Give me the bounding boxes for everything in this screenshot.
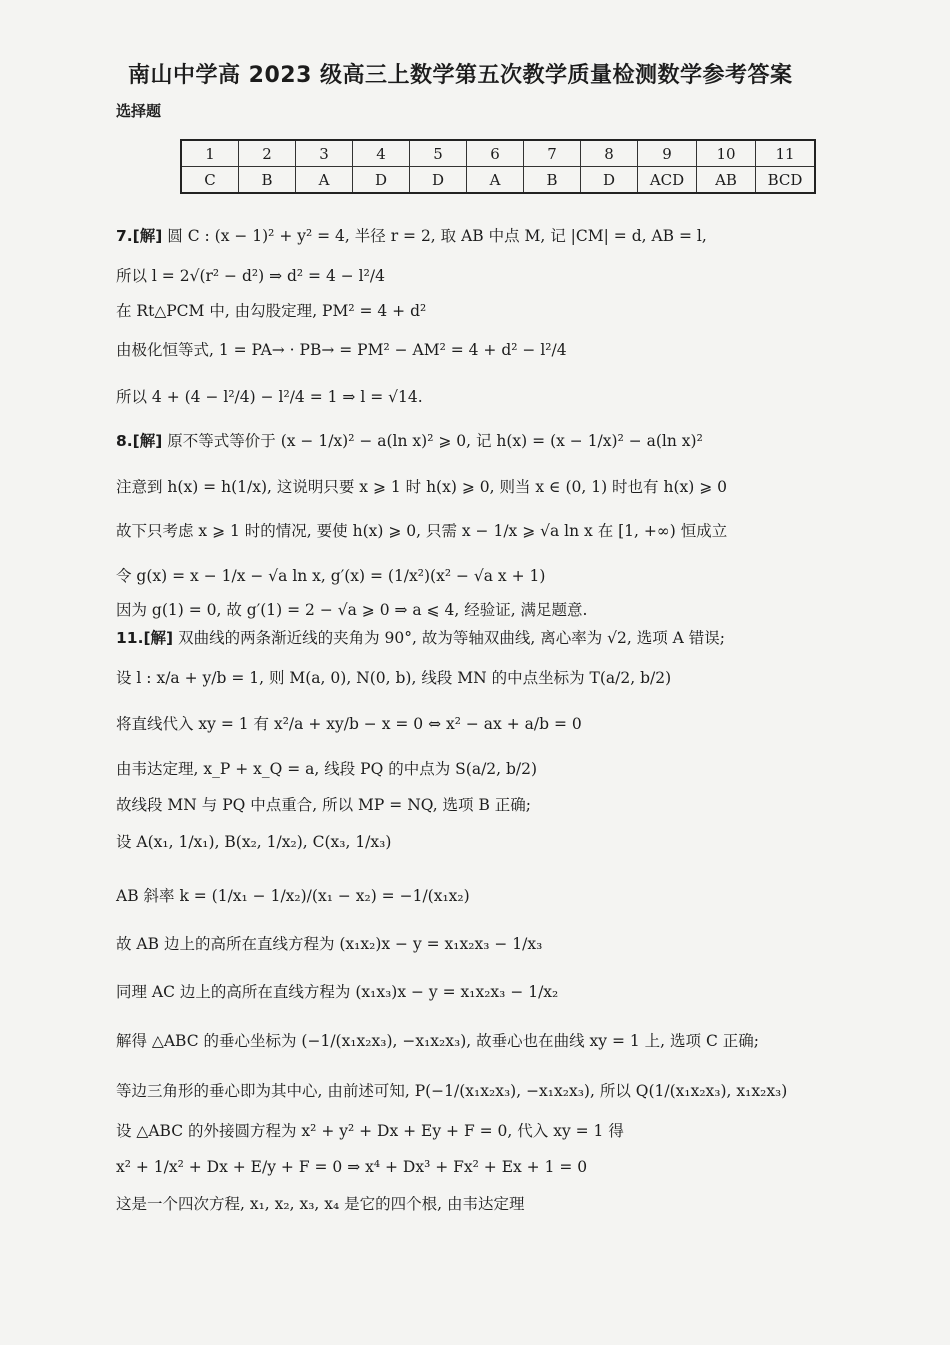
q8-label: 8.[解] [116, 432, 163, 450]
answer-cell: A [467, 167, 524, 194]
q7-line-4: 由极化恒等式, 1 = PA→ · PB→ = PM² − AM² = 4 + d² − l²/4 [116, 341, 567, 359]
q8-line-5: 因为 g(1) = 0, 故 g′(1) = 2 − √a ⩾ 0 ⇒ a ⩽ 4, 经验证, 满足题意. [116, 601, 588, 619]
q11-line-4: 由韦达定理, x_P + x_Q = a, 线段 PQ 的中点为 S(a/2, b/2) [116, 760, 538, 778]
question-number: 5 [410, 140, 467, 167]
answer-cell: B [239, 167, 296, 194]
q7-line-3: 在 Rt△PCM 中, 由勾股定理, PM² = 4 + d² [116, 302, 427, 320]
q8-line-1 [116, 431, 703, 451]
q8-line-2: 注意到 h(x) = h(1/x), 这说明只要 x ⩾ 1 时 h(x) ⩾ 0, 则当 x ∈ (0, 1) 时也有 h(x) ⩾ 0 [116, 478, 727, 496]
solution-text: 圆 C : (x − 1)² + y² = 4, 半径 r = 2, 取 AB 中点 M, 记 |CM| = d, AB = l, [167, 227, 707, 245]
answer-cell: D [581, 167, 638, 194]
question-number: 10 [697, 140, 756, 167]
section-heading-multiple-choice: 选择题 [116, 102, 162, 120]
q8-line-4: 令 g(x) = x − 1/x − √a ln x, g′(x) = (1/x²)(x² − √a x + 1) [116, 567, 546, 585]
answer-cell: A [296, 167, 353, 194]
q11-line-3: 将直线代入 xy = 1 有 x²/a + xy/b − x = 0 ⇔ x² − ax + a/b = 0 [116, 715, 582, 733]
answer-cell: D [353, 167, 410, 194]
answer-cell: D [410, 167, 467, 194]
solution-text: 双曲线的两条渐近线的夹角为 90°, 故为等轴双曲线, 离心率为 √2, 选项 A 错误; [178, 629, 725, 647]
answer-cell: BCD [756, 167, 816, 194]
solution-text: 原不等式等价于 (x − 1/x)² − a(ln x)² ⩾ 0, 记 h(x) = (x − 1/x)² − a(ln x)² [167, 432, 703, 450]
question-number: 1 [181, 140, 239, 167]
q11-line-14: 这是一个四次方程, x₁, x₂, x₃, x₄ 是它的四个根, 由韦达定理 [116, 1195, 525, 1213]
q11-line-2: 设 l : x/a + y/b = 1, 则 M(a, 0), N(0, b), 线段 MN 的中点坐标为 T(a/2, b/2) [116, 669, 672, 687]
question-number: 9 [638, 140, 697, 167]
question-number: 4 [353, 140, 410, 167]
q7-line-1 [116, 226, 707, 246]
question-number: 8 [581, 140, 638, 167]
q11-line-6: 设 A(x₁, 1/x₁), B(x₂, 1/x₂), C(x₃, 1/x₃) [116, 833, 392, 851]
question-number: 2 [239, 140, 296, 167]
q11-line-8: 故 AB 边上的高所在直线方程为 (x₁x₂)x − y = x₁x₂x₃ − 1/x₃ [116, 935, 543, 953]
question-number-row [181, 140, 815, 167]
q11-line-9: 同理 AC 边上的高所在直线方程为 (x₁x₃)x − y = x₁x₂x₃ − 1/x₂ [116, 983, 559, 1001]
q7-label: 7.[解] [116, 227, 163, 245]
answer-cell: B [524, 167, 581, 194]
question-number: 11 [756, 140, 816, 167]
answer-row [181, 167, 815, 194]
answer-key-table [180, 139, 816, 194]
q11-line-5: 故线段 MN 与 PQ 中点重合, 所以 MP = NQ, 选项 B 正确; [116, 796, 532, 814]
q11-line-11: 等边三角形的垂心即为其中心, 由前述可知, P(−1/(x₁x₂x₃), −x₁x₂x₃), 所以 Q(1/(x₁x₂x₃), x₁x₂x₃) [116, 1082, 788, 1100]
q7-line-5: 所以 4 + (4 − l²/4) − l²/4 = 1 ⇒ l = √14. [116, 388, 423, 406]
q11-line-10: 解得 △ABC 的垂心坐标为 (−1/(x₁x₂x₃), −x₁x₂x₃), 故垂心也在曲线 xy = 1 上, 选项 C 正确; [116, 1032, 759, 1050]
answer-cell: AB [697, 167, 756, 194]
q11-label: 11.[解] [116, 629, 174, 647]
question-number: 7 [524, 140, 581, 167]
answer-cell: ACD [638, 167, 697, 194]
q8-line-3: 故下只考虑 x ⩾ 1 时的情况, 要使 h(x) ⩾ 0, 只需 x − 1/x ⩾ √a ln x 在 [1, +∞) 恒成立 [116, 522, 728, 540]
q11-line-12: 设 △ABC 的外接圆方程为 x² + y² + Dx + Ey + F = 0, 代入 xy = 1 得 [116, 1122, 624, 1140]
document-title: 南山中学高 2023 级高三上数学第五次教学质量检测数学参考答案 [128, 63, 793, 88]
q11-line-1 [116, 628, 725, 648]
answer-cell: C [181, 167, 239, 194]
q11-line-7: AB 斜率 k = (1/x₁ − 1/x₂)/(x₁ − x₂) = −1/(x₁x₂) [116, 887, 470, 905]
question-number: 6 [467, 140, 524, 167]
question-number: 3 [296, 140, 353, 167]
q11-line-13: x² + 1/x² + Dx + E/y + F = 0 ⇒ x⁴ + Dx³ + Fx² + Ex + 1 = 0 [116, 1158, 588, 1176]
q7-line-2: 所以 l = 2√(r² − d²) ⇒ d² = 4 − l²/4 [116, 267, 385, 285]
